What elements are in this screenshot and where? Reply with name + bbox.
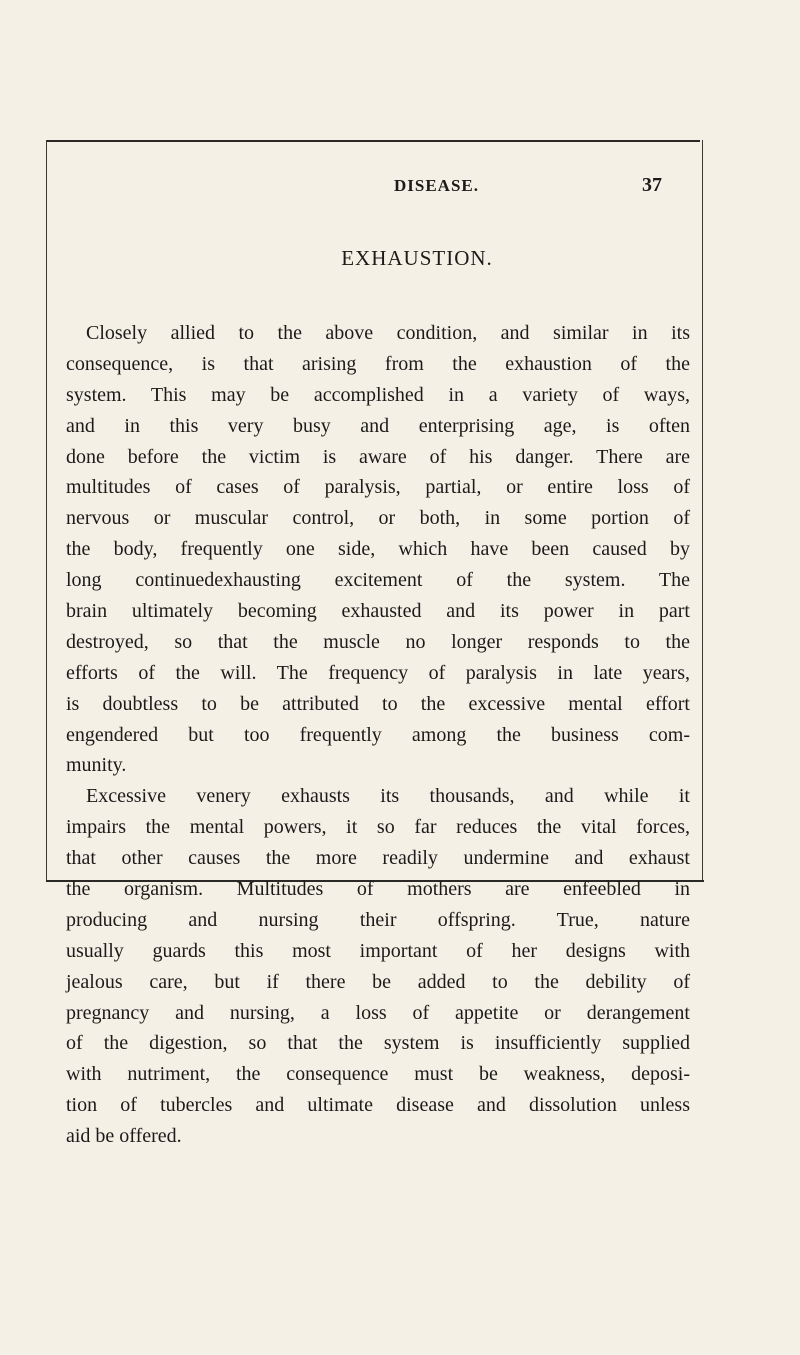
text-line: pregnancy and nursing, a loss of appetite or derangement bbox=[66, 1001, 690, 1024]
running-title: DISEASE. bbox=[394, 176, 480, 195]
text-line: destroyed, so that the muscle no longer responds to the bbox=[66, 630, 690, 653]
text-line: Closely allied to the above condition, and similar in its bbox=[86, 322, 690, 344]
section-title: EXHAUSTION. bbox=[341, 246, 493, 270]
running-head bbox=[0, 176, 800, 200]
text-line: the organism. Multitudes of mothers are enfeebled in bbox=[66, 878, 690, 901]
text-line: that other causes the more readily undermine and exhaust bbox=[66, 847, 690, 870]
text-line: and in this very busy and enterprising age, is often bbox=[66, 414, 690, 437]
text-line: producing and nursing their offspring. True, nature bbox=[66, 908, 690, 931]
page-number: 37 bbox=[642, 174, 662, 196]
text-line: done before the victim is aware of his danger. There are bbox=[66, 445, 690, 468]
text-line: system. This may be accomplished in a variety of ways, bbox=[66, 383, 690, 406]
text-line: impairs the mental powers, it so far reduces the vital forces, bbox=[66, 816, 690, 839]
text-line: with nutriment, the consequence must be weakness, deposi- bbox=[66, 1063, 690, 1086]
text-line: brain ultimately becoming exhausted and its power in part bbox=[66, 600, 690, 623]
text-line: tion of tubercles and ultimate disease and dissolution unless bbox=[66, 1094, 690, 1117]
text-line: of the digestion, so that the system is insufficiently supplied bbox=[66, 1032, 690, 1055]
text-line: consequence, is that arising from the exhaustion of the bbox=[66, 352, 690, 375]
top-rule bbox=[46, 140, 700, 142]
text-line: is doubtless to be attributed to the excessive mental effort bbox=[66, 692, 690, 715]
text-line: efforts of the will. The frequency of paralysis in late years, bbox=[66, 661, 690, 684]
body-text bbox=[66, 318, 690, 1152]
text-line: jealous care, but if there be added to the debility of bbox=[66, 970, 690, 993]
text-line: Excessive venery exhausts its thousands, and while it bbox=[86, 785, 690, 808]
text-line: engendered but too frequently among the business com- bbox=[66, 723, 690, 746]
text-line: nervous or muscular control, or both, in some portion of bbox=[66, 507, 690, 530]
text-line: munity. bbox=[66, 754, 127, 777]
text-line: aid be offered. bbox=[66, 1125, 182, 1148]
text-line: long continuedexhausting excitement of the system. The bbox=[66, 569, 690, 592]
text-line: the body, frequently one side, which have been caused by bbox=[66, 538, 690, 561]
text-line: multitudes of cases of paralysis, partial, or entire loss of bbox=[66, 476, 690, 499]
text-line: usually guards this most important of her designs with bbox=[66, 939, 690, 962]
